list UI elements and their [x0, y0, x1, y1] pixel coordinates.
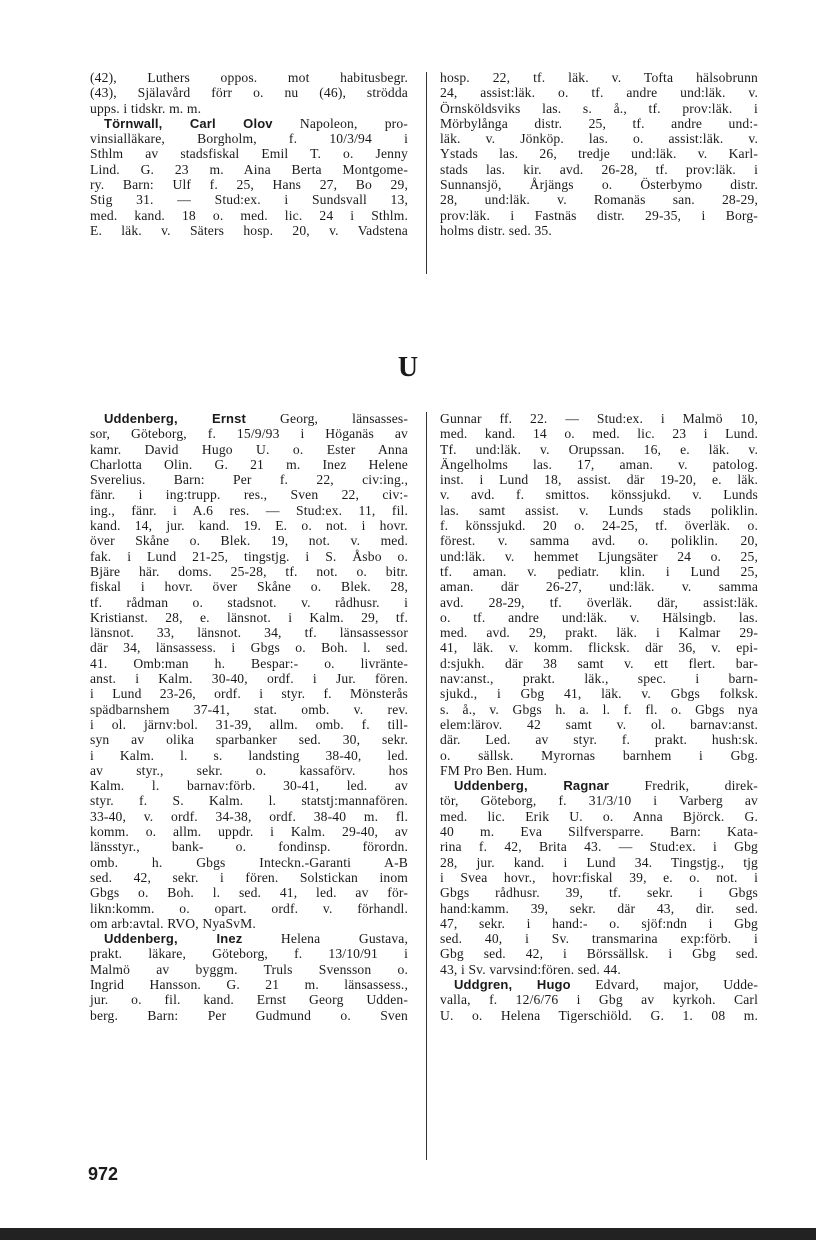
text-line: över Skåne o. Blek. 19, not. v. med. [90, 533, 408, 549]
text-line: 47, sekr. i hand:- o. sjöf:ndn i Gbg [440, 915, 758, 931]
text-line: valla, f. 12/6/76 i Gbg av kyrkoh. Carl [440, 992, 758, 1008]
text-line: E. läk. v. Säters hosp. 20, v. Vadstena [90, 222, 408, 238]
text-line: aman. där 26-27, und:läk. v. samma [440, 579, 758, 595]
text-line: Ängelholms las. 17, aman. v. patolog. [440, 456, 758, 472]
text-line: U. o. Helena Tigerschiöld. G. 1. 08 m. [440, 1007, 758, 1023]
entry-headword: Uddenberg, Ragnar [454, 778, 610, 794]
text-line: omb. h. Gbgs Inteckn.-Garanti A-B [90, 854, 408, 870]
text-line: Bjäre här. doms. 25-28, tf. not. o. bitr. [90, 563, 408, 579]
text-line: Stig 31. — Stud:ex. i Sundsvall 13, [90, 192, 408, 208]
column-top-left [90, 70, 408, 238]
text-line: styr. f. S. Kalm. l. statstj:mannafören. [90, 793, 408, 809]
text-line: sjukd., i Gbg 41, läk. v. Gbgs folksk. [440, 686, 758, 702]
text-line: Kalm. l. barnav:förb. 30-41, led. av [90, 778, 408, 794]
text-line: tör, Göteborg, f. 31/3/10 i Varberg av [440, 793, 758, 809]
text-line: Gbgs o. Boh. l. sed. 41, led. av för- [90, 885, 408, 901]
text-line: Tf. und:läk. v. Orupssan. 16, e. läk. v. [440, 441, 758, 457]
text-line: i Svea hovr., hovr:fiskal 39, e. o. not. i [440, 869, 758, 885]
text-line: med. avd. 29, prakt. läk. i Kalmar 29- [440, 625, 758, 641]
text-line: ing., fänr. i A.6 res. — Stud:ex. 11, fil. [90, 502, 408, 518]
text-line: und:läk. v. hemmet Ljungsäter 24 o. 25, [440, 548, 758, 564]
text-line: fänr. i ing:trupp. res., Sven 22, civ:- [90, 487, 408, 503]
text-line: i Lund 23-26, ordf. i styr. f. Mönsterås [90, 686, 408, 702]
text-line: sor, Göteborg, f. 15/9/93 i Höganäs av [90, 426, 408, 442]
column-divider-top [426, 72, 427, 274]
text-line: kamr. David Hugo U. o. Ester Anna [90, 441, 408, 457]
text-line: komm. o. allm. uppdr. i Kalm. 29-40, av [90, 824, 408, 840]
text-line: o. sällsk. Myrornas barnhem i Gbg. [440, 747, 758, 763]
text-line: med. kand. 14 o. med. lic. 23 i Lund. [440, 426, 758, 442]
entry-headword: Törnwall, Carl Olov [104, 115, 273, 131]
text-line: (42), Luthers oppos. mot habitusbegr. [90, 70, 408, 85]
text-line: Uddgren, Hugo Edvard, major, Udde- [454, 976, 759, 992]
text-line: FM Pro Ben. Hum. [440, 762, 548, 778]
text-line: tf. aman. v. pediatr. klin. i Lund 25, [440, 563, 758, 579]
text-line: 41, läk. v. komm. flicksk. där 36, v. epi- [440, 640, 758, 656]
text-line: Sthlm av stadsfiskal Emil T. o. Jenny [90, 146, 408, 162]
text-line: av styr., sekr. o. kassaförv. hos [90, 762, 408, 778]
column-bottom-right [440, 411, 758, 1023]
section-letter-heading: U [397, 352, 419, 383]
text-line: stads las. kir. avd. 26-28, tf. prov:läk. i [440, 161, 758, 177]
text-line: Malmö av byggm. Truls Svensson o. [90, 961, 408, 977]
text-line: Lind. G. 23 m. Aina Berta Montgome- [90, 161, 408, 177]
text-line: 40 m. Eva Silfversparre. Barn: Kata- [440, 824, 758, 840]
text-line: o. tf. andre und:läk. v. Hälsingb. las. [440, 609, 758, 625]
text-line: Kristianst. 28, e. länsnot. i Kalm. 29, tf. [90, 609, 408, 625]
text-line: holms distr. sed. 35. [440, 222, 552, 238]
text-line: Gbgs rådhusr. 39, tf. sekr. i Gbgs [440, 885, 758, 901]
text-line: länsnot. 33, länsnot. 34, tf. länsassessor [90, 625, 408, 641]
text-line: tf. rådman o. stadsnot. v. rådhusr. i [90, 594, 408, 610]
entry-headword: Uddenberg, Ernst [104, 411, 246, 426]
text-line: länsstyr., bank- o. fondinsp. förordn. [90, 839, 408, 855]
text-line: likn:komm. o. opart. ordf. v. förhandl. [90, 900, 408, 916]
text-line: om arb:avtal. RVO, NyaSvM. [90, 915, 256, 931]
text-line: fiskal i hovr. över Skåne o. Blek. 28, [90, 579, 408, 595]
text-line: prakt. läkare, Göteborg, f. 13/10/91 i [90, 946, 408, 962]
text-line: Uddenberg, Inez Helena Gustava, [104, 931, 408, 947]
text-line: f. könssjukd. 20 o. 24-25, tf. överläk. o. [440, 518, 758, 534]
text-line: anst. i Kalm. 30-40, ordf. i Jur. fören. [90, 671, 408, 687]
text-line: rina f. 42, Brita 43. — Stud:ex. i Gbg [440, 839, 758, 855]
text-line: avd. 28-29, tf. överläk. där, assist:läk. [440, 594, 758, 610]
text-line: 24, assist:läk. o. tf. andre und:läk. v. [440, 85, 758, 101]
text-line: sed. 42, sekr. i fören. Solstickan inom [90, 869, 408, 885]
column-top-right [440, 70, 758, 238]
text-line: ry. Barn: Ulf f. 25, Hans 27, Bo 29, [90, 177, 408, 193]
text-line: Charlotta Olin. G. 21 m. Inez Helene [90, 456, 408, 472]
text-line: vinsialläkare, Borgholm, f. 10/3/94 i [90, 131, 408, 147]
text-line: i Kalm. l. s. landsting 38-40, led. [90, 747, 408, 763]
column-bottom-left [90, 411, 408, 1023]
text-line: Sunnansjö, Årjängs o. Österbymo distr. [440, 177, 758, 193]
text-line: sed. 40, i Sv. transmarina exp:förb. i [440, 931, 758, 947]
text-line: i ol. järnv:bol. 31-39, allm. omb. f. till- [90, 716, 408, 732]
text-line: Uddenberg, Ragnar Fredrik, direk- [454, 778, 758, 794]
text-line: 41. Omb:man h. Bespar:- o. livränte- [90, 655, 408, 671]
entry-headword: Uddenberg, Inez [104, 931, 243, 947]
entry-headword: Uddgren, Hugo [454, 976, 571, 992]
text-line: Ystads las. 26, tredje und:läk. v. Karl- [440, 146, 758, 162]
bottom-scan-edge [0, 1228, 816, 1240]
text-line: Örnsköldsviks las. s. å., tf. prov:läk. i [440, 100, 758, 116]
column-divider-bottom [426, 412, 427, 1160]
text-line: berg. Barn: Per Gudmund o. Sven [90, 1007, 408, 1023]
text-line: Ingrid Hansson. G. 21 m. länsassess., [90, 976, 408, 992]
text-line: las. samt assist. v. Lunds stads poliklin. [440, 502, 758, 518]
text-line: v. avd. f. smittos. könssjukd. v. Lunds [440, 487, 758, 503]
text-line: 33-40, v. ordf. 34-38, ordf. 38-40 m. fl. [90, 808, 408, 824]
text-line: Sverelius. Barn: Per f. 22, civ:ing., [90, 472, 408, 488]
text-line: där. Led. av styr. f. prakt. hush:sk. [440, 732, 758, 748]
text-line: med. kand. 18 o. med. lic. 24 i Sthlm. [90, 207, 408, 223]
text-line: (43), Själavård förr o. nu (46), strödda [90, 85, 408, 101]
text-line: 28, jur. kand. i Lund 34. Tingstjg., tjg [440, 854, 758, 870]
text-line: Gunnar ff. 22. — Stud:ex. i Malmö 10, [440, 411, 758, 426]
text-line: förest. v. samma avd. o. poliklin. 20, [440, 533, 758, 549]
page-number: 972 [88, 1164, 119, 1184]
text-line: 43, i Sv. varvsind:fören. sed. 44. [440, 961, 621, 977]
text-line: fak. i Lund 21-25, tingstjg. i S. Åsbo o. [90, 548, 408, 564]
text-line: spädbarnshem 37-41, stat. omb. v. rev. [90, 701, 408, 717]
text-line: läk. v. Jönköp. las. o. assist:läk. v. [440, 131, 758, 147]
text-line: där 34, länsassess. i Gbgs o. Boh. l. sed. [90, 640, 408, 656]
text-line: s. å., v. Gbgs h. a. l. f. fl. o. Gbgs nya [440, 701, 758, 717]
text-line: kand. 14, jur. kand. 19. E. o. not. i hovr. [90, 518, 408, 534]
text-line: Gbg sed. 42, i Börssällsk. i Gbg sed. [440, 946, 758, 962]
text-line: inst. i Lund 18, assist. där 19-20, e. läk. [440, 472, 758, 488]
text-line: upps. i tidskr. m. m. [90, 100, 202, 116]
text-line: Törnwall, Carl Olov Napoleon, pro- [104, 115, 408, 131]
text-line: syn av olika sparbanker sed. 30, sekr. [90, 732, 408, 748]
text-line: Mörbylånga distr. 25, tf. andre und:- [440, 115, 758, 131]
text-line: hosp. 22, tf. läk. v. Tofta hälsobrunn [440, 70, 758, 85]
text-line: jur. o. fil. kand. Ernst Georg Udden- [90, 992, 408, 1008]
text-line: d:sjukh. där 38 samt v. ett flert. bar- [440, 655, 758, 671]
text-line: hand:kamm. 39, sekr. där 43, dir. sed. [440, 900, 758, 916]
text-line: elem:lärov. 42 samt v. ol. barnav:anst. [440, 716, 758, 732]
text-line: med. lic. Erik U. o. Anna Björck. G. [440, 808, 758, 824]
text-line: 28, und:läk. v. Romanäs san. 28-29, [440, 192, 758, 208]
text-line: Uddenberg, Ernst Georg, länsasses- [104, 411, 408, 426]
text-line: nav:anst., prakt. läk., spec. i barn- [440, 671, 758, 687]
text-line: prov:läk. i Fastnäs distr. 29-35, i Borg- [440, 207, 758, 223]
